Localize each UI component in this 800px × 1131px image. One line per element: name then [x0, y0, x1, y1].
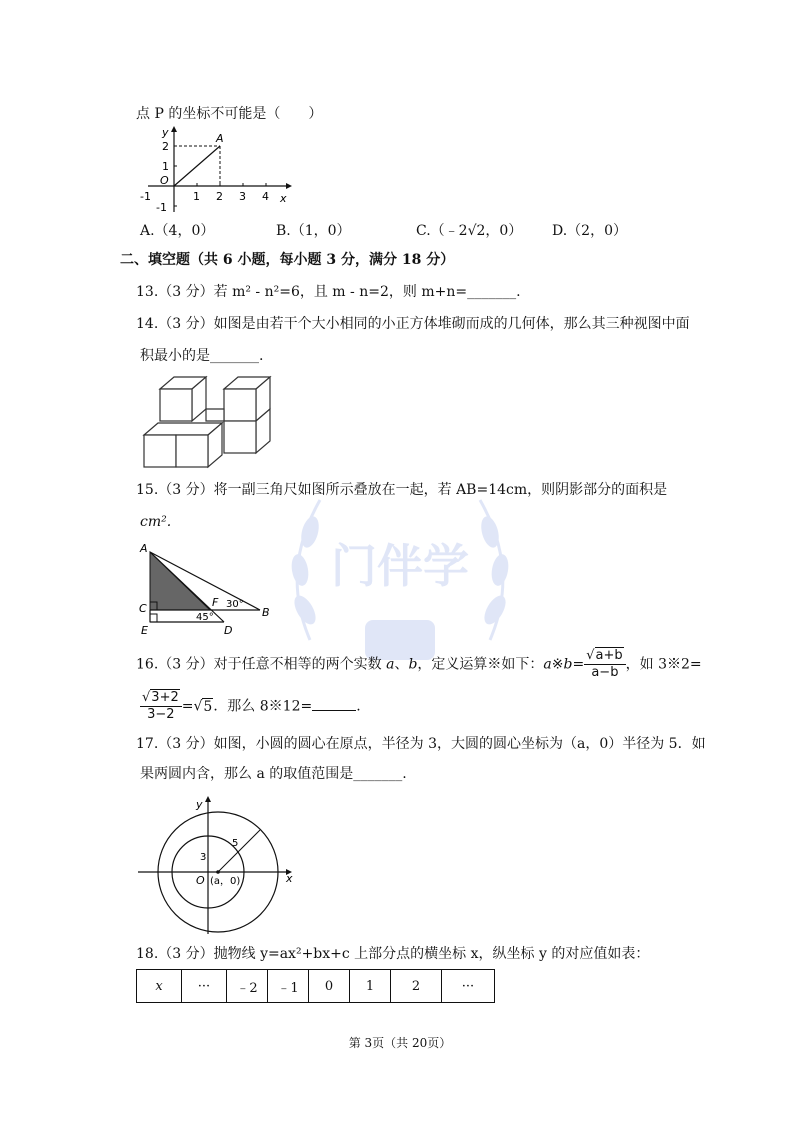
graph-y-tick-1: 1: [162, 160, 169, 173]
q12-option-b: B.（1，0）: [276, 223, 351, 239]
table-cell: ﹣2: [227, 970, 268, 1003]
q12-option-d: D.（2，0）: [552, 223, 627, 239]
graph-y-label: y: [162, 126, 169, 139]
q14-cubes-figure: [140, 375, 276, 471]
graph-y-tick-neg1: -1: [156, 201, 167, 214]
q12-option-a: A.（4，0）: [140, 223, 215, 239]
q18-text: 18.（3 分）抛物线 y=ax²+bx+c 上部分点的横坐标 x，纵坐标 y 的对应值如表：: [136, 946, 650, 962]
tri-label-b: B: [262, 606, 270, 619]
circle-origin: O: [196, 874, 205, 887]
page-footer: 第 3页（共 20页）: [348, 1036, 452, 1050]
q16-fraction-example: $\frac{√3+2}{3-2}$: [140, 690, 182, 723]
q17-circles-figure: [136, 796, 306, 936]
q16-line-1: 16.（3 分）对于任意不相等的两个实数 a、b，定义运算※如下：a※b= $\frac{√a+b}{a-b}$ ，如 3※2=: [136, 648, 702, 680]
tri-label-d: D: [224, 624, 233, 637]
q13-text: 13.（3 分）若 m² - n²=6，且 m - n=2，则 m+n=_______.: [136, 284, 521, 300]
table-cell: ···: [442, 970, 495, 1003]
circle-x-label: x: [286, 872, 293, 885]
watermark-text: 门伴学: [331, 539, 469, 593]
circle-y-label: y: [196, 798, 203, 811]
table-cell: 1: [350, 970, 391, 1003]
q18-value-table: [136, 969, 495, 1003]
q16-fraction-def: $\frac{√a+b}{a-b}$: [584, 648, 625, 681]
table-row: [137, 970, 495, 1003]
q14-line-1: 14.（3 分）如图是由若干个大小相同的小正方体堆砌而成的几何体，那么其三种视图中面: [136, 316, 690, 332]
circle-radius-3: 3: [200, 852, 207, 863]
tri-label-c: C: [139, 602, 147, 615]
tri-angle-30: 30°: [226, 599, 244, 610]
table-cell: 2: [391, 970, 442, 1003]
graph-x-tick-neg1: -1: [140, 190, 151, 203]
tri-label-e: E: [141, 624, 148, 637]
graph-x-tick-4: 4: [262, 190, 269, 203]
table-cell: ···: [182, 970, 227, 1003]
graph-y-tick-2: 2: [162, 140, 169, 153]
q15-triangles-figure: [138, 538, 278, 638]
q15-line-2: cm².: [140, 514, 172, 530]
q12-graph: [140, 124, 300, 216]
tri-angle-45: 45°: [196, 612, 214, 623]
q17-line-2: 果两圆内含，那么 a 的取值范围是_______.: [140, 766, 407, 782]
q12-option-c: C.（﹣2√2，0）: [416, 223, 523, 239]
table-cell: ﹣1: [268, 970, 309, 1003]
graph-x-tick-1: 1: [193, 190, 200, 203]
q14-line-2: 积最小的是_______.: [140, 348, 264, 364]
q15-line-1: 15.（3 分）将一副三角尺如图所示叠放在一起，若 AB=14cm，则阴影部分的面积是: [136, 482, 668, 498]
graph-x-label: x: [280, 192, 287, 205]
tri-label-f: F: [212, 596, 219, 609]
q17-line-1: 17.（3 分）如图，小圆的圆心在原点，半径为 3，大圆的圆心坐标为（a，0）半径为 5．如: [136, 736, 706, 752]
graph-origin: O: [160, 174, 169, 187]
circle-radius-5: 5: [232, 838, 239, 849]
table-cell: 0: [309, 970, 350, 1003]
circle-center-label: (a，0): [210, 876, 241, 887]
graph-x-tick-3: 3: [239, 190, 246, 203]
tri-label-a: A: [140, 542, 148, 555]
section-two-heading: 二、填空题（共 6 小题，每小题 3 分，满分 18 分）: [120, 252, 455, 268]
graph-point-a: A: [216, 132, 224, 145]
graph-x-tick-2: 2: [216, 190, 223, 203]
q12-tail: 点 P 的坐标不可能是（ ）: [136, 106, 323, 122]
table-cell: x: [137, 970, 182, 1003]
q16-line-2: $\frac{√3+2}{3-2}$ =√5．那么 8※12= .: [142, 690, 361, 722]
